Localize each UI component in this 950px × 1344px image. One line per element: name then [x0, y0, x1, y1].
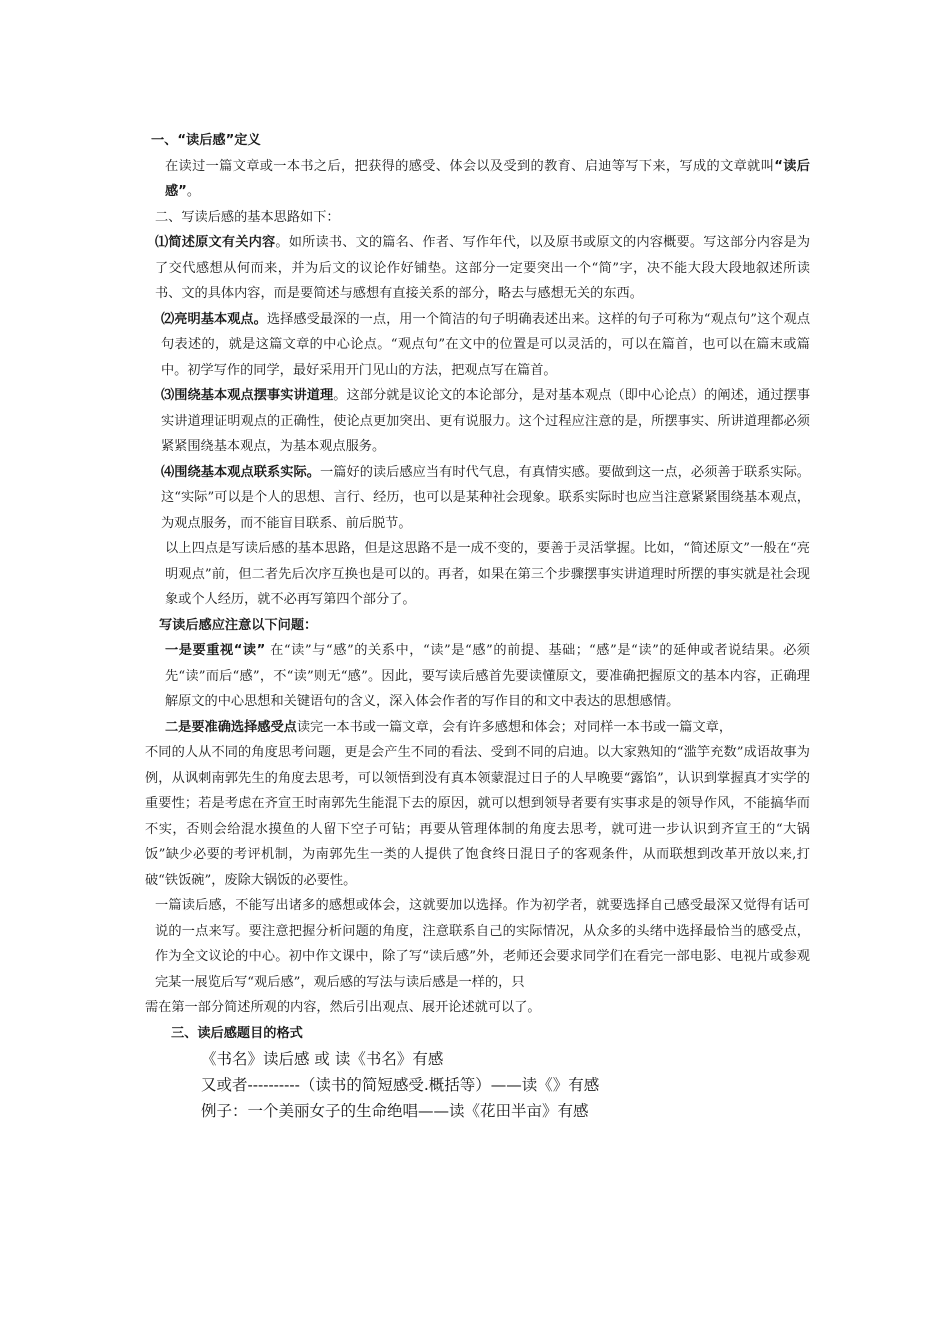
note-2-text: 读完一本书或一篇文章，会有许多感想和体会；对同样一本书或一篇文章， [296, 719, 733, 735]
section-1-text: 在读过一篇文章或一本书之后，把获得的感受、体会以及受到的教育、启迪等写下来，写成的文章就叫 [165, 158, 775, 174]
step-1-title: ⑴简述原文有关内容 [155, 235, 276, 250]
note-1-title: 一是要重视“读” [165, 643, 266, 658]
section-3-heading: 三、读后感题目的格式 [171, 1025, 303, 1041]
document-page [145, 128, 810, 1124]
note-2-paragraph [145, 715, 810, 741]
section-1-paragraph [145, 154, 810, 205]
note-1-text: 在“读”与“感”的关系中，“读”是“感”的前提、基础；“感”是“读”的延伸或者说结果。必须先“读”而后“感”，不“读”则无“感”。因此，要写读后感首先要读懂原文，要准确把握原文的基本内容，正确理解原文的中心思想和关键语句的含义，深入体会作者的写作目的和文中表达的思想感情。 [165, 643, 810, 709]
step-4-title: ⑷围绕基本观点联系实际。 [161, 464, 320, 480]
step-4-text: 一篇好的读后感应当有时代气息，有真情实感。要做到这一点，必须善于联系实际。这“实际”可以是个人的思想、言行、经历，也可以是某种社会现象。联系实际时也应当注意紧紧围绕基本观点，为观点服务，而不能盲目联系、前后脱节。 [161, 464, 810, 531]
note-3-paragraph: 一篇读后感，不能写出诸多的感想或体会，这就要加以选择。作为初学者，就要选择自己感受最深又觉得有话可说的一点来写。要注意把握分析问题的角度，注意联系自己的实际情况，从众多的头绪中选择最恰当的感受点，作为全文议论的中心。初中作文课中，除了写“读后感”外，老师还会要求同学们在看完一部电影、电视片或参观完某一展览后写“观后感”，观后感的写法与读后感是一样的，只 [155, 898, 810, 990]
section-1-heading: 一、“读后感”定义 [151, 133, 261, 148]
step-2-paragraph [145, 307, 810, 384]
note-2-title: 二是要准确选择感受点 [165, 719, 297, 735]
summary-paragraph: 以上四点是写读后感的基本思路，但是这思路不是一成不变的，要善于灵活掌握。比如，“简述原文”一般在“亮明观点”前，但二者先后次序互换也是可以的。再者，如果在第三个步骤摆事实讲道理时所摆的事实就是社会现象或个人经历，就不必再写第四个部分了。 [165, 541, 810, 607]
step-3-paragraph [145, 383, 810, 460]
notes-heading: 写读后感应注意以下问题： [159, 617, 318, 633]
format-line-3: 例子：一个美丽女子的生命绝唱——读《花田半亩》有感 [201, 1102, 589, 1120]
format-line-1: 《书名》读后感 或 读《书名》有感 [201, 1050, 444, 1068]
section-2-heading: 二、写读后感的基本思路如下： [155, 209, 340, 225]
step-1-text: 。如所读书、文的篇名、作者、写作年代，以及原书或原文的内容概要。写这部分内容是为了交代感想从何而来，并为后文的议论作好铺垫。这部分一定要突出一个“简”字，决不能大段大段地叙述所读书、文的具体内容，而是要简述与感想有直接关系的部分，略去与感想无关的东西。 [155, 235, 811, 301]
note-2-continuation: 不同的人从不同的角度思考问题，更是会产生不同的看法、受到不同的启迪。以大家熟知的“滥竽充数”成语故事为例，从讽刺南郭先生的角度去思考，可以领悟到没有真本领蒙混过日子的人早晚要“露馅”，认识到掌握真才实学的重要性；若是考虑在齐宣王时南郭先生能混下去的原因，就可以想到领导者要有实事求是的领导作风，不能搞华而不实，否则会给混水摸鱼的人留下空子可钻；再要从管理体制的角度去思考，就可进一步认识到齐宣王的“大锅饭”缺少必要的考评机制，为南郭先生一类的人提供了饱食终日混日子的客观条件，从而联想到改革开放以来,打破“铁饭碗”，废除大锅饭的必要性。 [145, 745, 810, 888]
step-3-text: 。这部分就是议论文的本论部分，是对基本观点（即中心论点）的阐述，通过摆事实讲道理证明观点的正确性，使论点更加突出、更有说服力。这个过程应注意的是，所摆事实、所讲道理都必须紧紧围绕基本观点，为基本观点服务。 [161, 388, 811, 454]
step-4-paragraph [145, 460, 810, 537]
section-1-term: “读后感” [165, 158, 810, 199]
step-3-title: ⑶围绕基本观点摆事实讲道理 [161, 388, 334, 403]
note-3-continuation: 需在第一部分简述所观的内容，然后引出观点、展开论述就可以了。 [145, 1000, 541, 1015]
step-2-title: ⑵亮明基本观点。 [161, 311, 267, 327]
step-1-paragraph [145, 230, 810, 307]
note-1-paragraph [145, 638, 810, 715]
section-1-end: 。 [186, 184, 201, 199]
step-2-text: 选择感受最深的一点，用一个简洁的句子明确表述出来。这样的句子可称为“观点句”这个观点句表述的，就是这篇文章的中心论点。“观点句”在文中的位置是可以灵活的，可以在篇首，也可以在篇末或篇中。初学写作的同学，最好采用开门见山的方法，把观点写在篇首。 [161, 311, 811, 378]
format-line-2: 又或者----------（读书的简短感受.概括等）——读《》有感 [201, 1076, 600, 1094]
